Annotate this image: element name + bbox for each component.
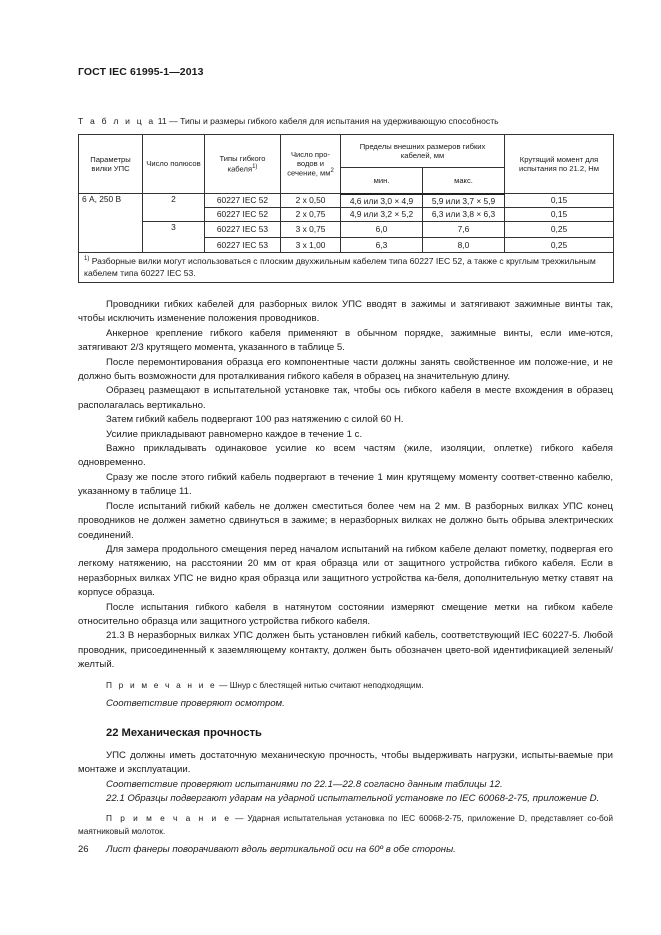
paragraph: 22.1 Образцы подвергают ударам на ударной испытательной установке по IEC 60068-2-75, приложение D. — [106, 793, 600, 804]
paragraph: Сразу же после этого гибкий кабель подвергают в течение 1 мин крутящему моменту соответ-ственно кабелю, указанному в таблице 11. — [78, 471, 613, 498]
cell-torque: 0,25 — [505, 222, 614, 238]
cell-torque: 0,15 — [505, 194, 614, 208]
header-min: мин. — [341, 168, 423, 194]
header-count-sup: 2 — [330, 168, 334, 175]
paragraph: УПС должны иметь достаточную механическую прочность, чтобы выдерживать нагрузки, испыты-ваемые при монтаже и эксплуатации. — [78, 749, 613, 776]
header-max: макс. — [423, 168, 505, 194]
paragraph: Для замера продольного смещения перед началом испытаний на гибком кабеле делают пометку, подвергая его легкому натяжению, на расстоянии 20 мм от края образца или от защитного устройства гибкого кабеля. Если в неразборных вилках УПС не видно края образца или защитного устройства ка-беля, дополнительную метку ставят на корпусе образца. — [78, 543, 613, 599]
header-types-text: Типы гибкого кабеля — [219, 154, 266, 174]
paragraph: После испытаний гибкий кабель не должен сместиться более чем на 2 мм. В разборных вилках УПС конец проводников не должен заметно сдвинуться в зажиме; в неразборных вилках не должно быть обрыва электрических соединений. — [78, 500, 613, 541]
cell-type: 60227 IEC 52 — [205, 194, 281, 208]
cell-max: 6,3 или 3,8 × 6,3 — [423, 208, 505, 222]
cell-poles: 3 — [143, 222, 205, 253]
header-types — [205, 135, 281, 194]
cell-min: 6,3 — [341, 238, 423, 253]
paragraph: Лист фанеры поворачивают вдоль вертикальной оси на 60º в обе стороны. — [106, 844, 456, 856]
note-lead: П р и м е ч а н и е — [106, 679, 217, 690]
cell-type: 60227 IEC 53 — [205, 222, 281, 238]
footnote-mark: 1) — [84, 256, 90, 263]
cell-max: 5,9 или 3,7 × 5,9 — [423, 194, 505, 208]
cell-type: 60227 IEC 53 — [205, 238, 281, 253]
paragraph: Важно прикладывать одинаковое усилие ко всем частям (жиле, изоляции, оплетке) гибкого кабеля одновременно. — [78, 443, 613, 469]
header-types-sup: 1) — [252, 163, 258, 170]
note-text: — Ударная испытательная установка по IEC 60068-2-75, приложение D, представляет со-бой маятниковый молоток. — [78, 813, 613, 836]
table-caption-text: 11 — Типы и размеры гибкого кабеля для испытания на удерживающую способность — [155, 116, 499, 126]
section-title: 22 Механическая прочность — [106, 727, 262, 740]
table-footnote-row — [79, 253, 614, 283]
cell-count: 2 х 0,75 — [281, 208, 341, 222]
note-text: — Шнур с блестящей нитью считают неподходящим. — [216, 679, 424, 690]
footnote-text: Разборные вилки могут использоваться с плоским двухжильным кабелем типа 60227 IEC 52, а также с круглым трехжильным кабелем типа 60227 IEC 53. — [84, 256, 596, 279]
paragraph: После перемонтирования образца его компонентные части должны занять свойственное им положе-ние, и не должно быть возможности для проталкивания гибкого кабеля в образец на значительную длину. — [78, 356, 613, 383]
paragraph: 21.3 В неразборных вилках УПС должен быть установлен гибкий кабель, соответствующий IEC 60227-5. Любой проводник, присоединенный к заземляющему контакту, должен быть обозначен цвето-вой идентификацией зеленый/желтый. — [78, 630, 613, 671]
note — [78, 679, 613, 691]
paragraph: Образец размещают в испытательной установке так, чтобы ось гибкого кабеля в месте вхождения в образец располагалась вертикально. — [78, 385, 613, 411]
header-limits: Пределы внешних размеров гибких кабелей, мм — [341, 135, 505, 168]
cell-torque: 0,15 — [505, 208, 614, 222]
document-header: ГОСТ IEC 61995-1—2013 — [78, 66, 204, 78]
cell-min: 4,9 или 3,2 × 5,2 — [341, 208, 423, 222]
paragraph: После испытания гибкого кабеля в натянутом состоянии измеряют смещение метки на гибком кабеле относительно образца или защитного устройства гибкого кабеля. — [78, 601, 613, 627]
cell-min: 6,0 — [341, 222, 423, 238]
table-footnote — [79, 253, 614, 283]
cell-param: 6 А, 250 В — [79, 194, 143, 253]
cell-max: 7,6 — [423, 222, 505, 238]
cell-max: 8,0 — [423, 238, 505, 253]
header-count — [281, 135, 341, 194]
compliance-text: Соответствие проверяют осмотром. — [106, 697, 285, 709]
header-params: Параметры вилки УПС — [79, 135, 143, 194]
cell-count: 3 х 1,00 — [281, 238, 341, 253]
header-count-text: Число про-водов и сечение, мм — [287, 149, 331, 178]
note-lead: П р и м е ч а н и е — [106, 813, 232, 824]
cell-type: 60227 IEC 52 — [205, 208, 281, 222]
paragraph: Затем гибкий кабель подвергают 100 раз натяжению с силой 60 Н. — [106, 414, 404, 426]
cell-poles: 2 — [143, 194, 205, 222]
cell-torque: 0,25 — [505, 238, 614, 253]
cell-min: 4,6 или 3,0 × 4,9 — [341, 194, 423, 208]
table-caption-lead: Т а б л и ц а — [78, 116, 156, 126]
table-row — [79, 222, 614, 238]
page-number: 26 — [78, 844, 89, 855]
cell-count: 2 х 0,50 — [281, 194, 341, 208]
note — [78, 812, 613, 837]
paragraph: Усилие прикладывают равномерно каждое в течение 1 с. — [106, 428, 363, 440]
header-torque: Крутящий момент для испытания по 21.2, Нм — [505, 135, 614, 194]
compliance-text: Соответствие проверяют испытаниями по 22.1—22.8 согласно данным таблицы 12. — [106, 778, 503, 790]
cable-table — [78, 134, 614, 283]
paragraph: Проводники гибких кабелей для разборных вилок УПС вводят в зажимы и затягивают зажимные винты так, чтобы исключить изменение положения проводников. — [78, 299, 613, 325]
cell-count: 3 х 0,75 — [281, 222, 341, 238]
paragraph: Анкерное крепление гибкого кабеля применяют в обычном порядке, зажимные винты, если име-ются, затягивают 2/3 крутящего момента, указанного в таблице 5. — [78, 327, 613, 354]
table-row — [79, 194, 614, 208]
main-text — [78, 298, 613, 858]
table-caption — [78, 116, 499, 126]
header-poles: Число полюсов — [143, 135, 205, 194]
